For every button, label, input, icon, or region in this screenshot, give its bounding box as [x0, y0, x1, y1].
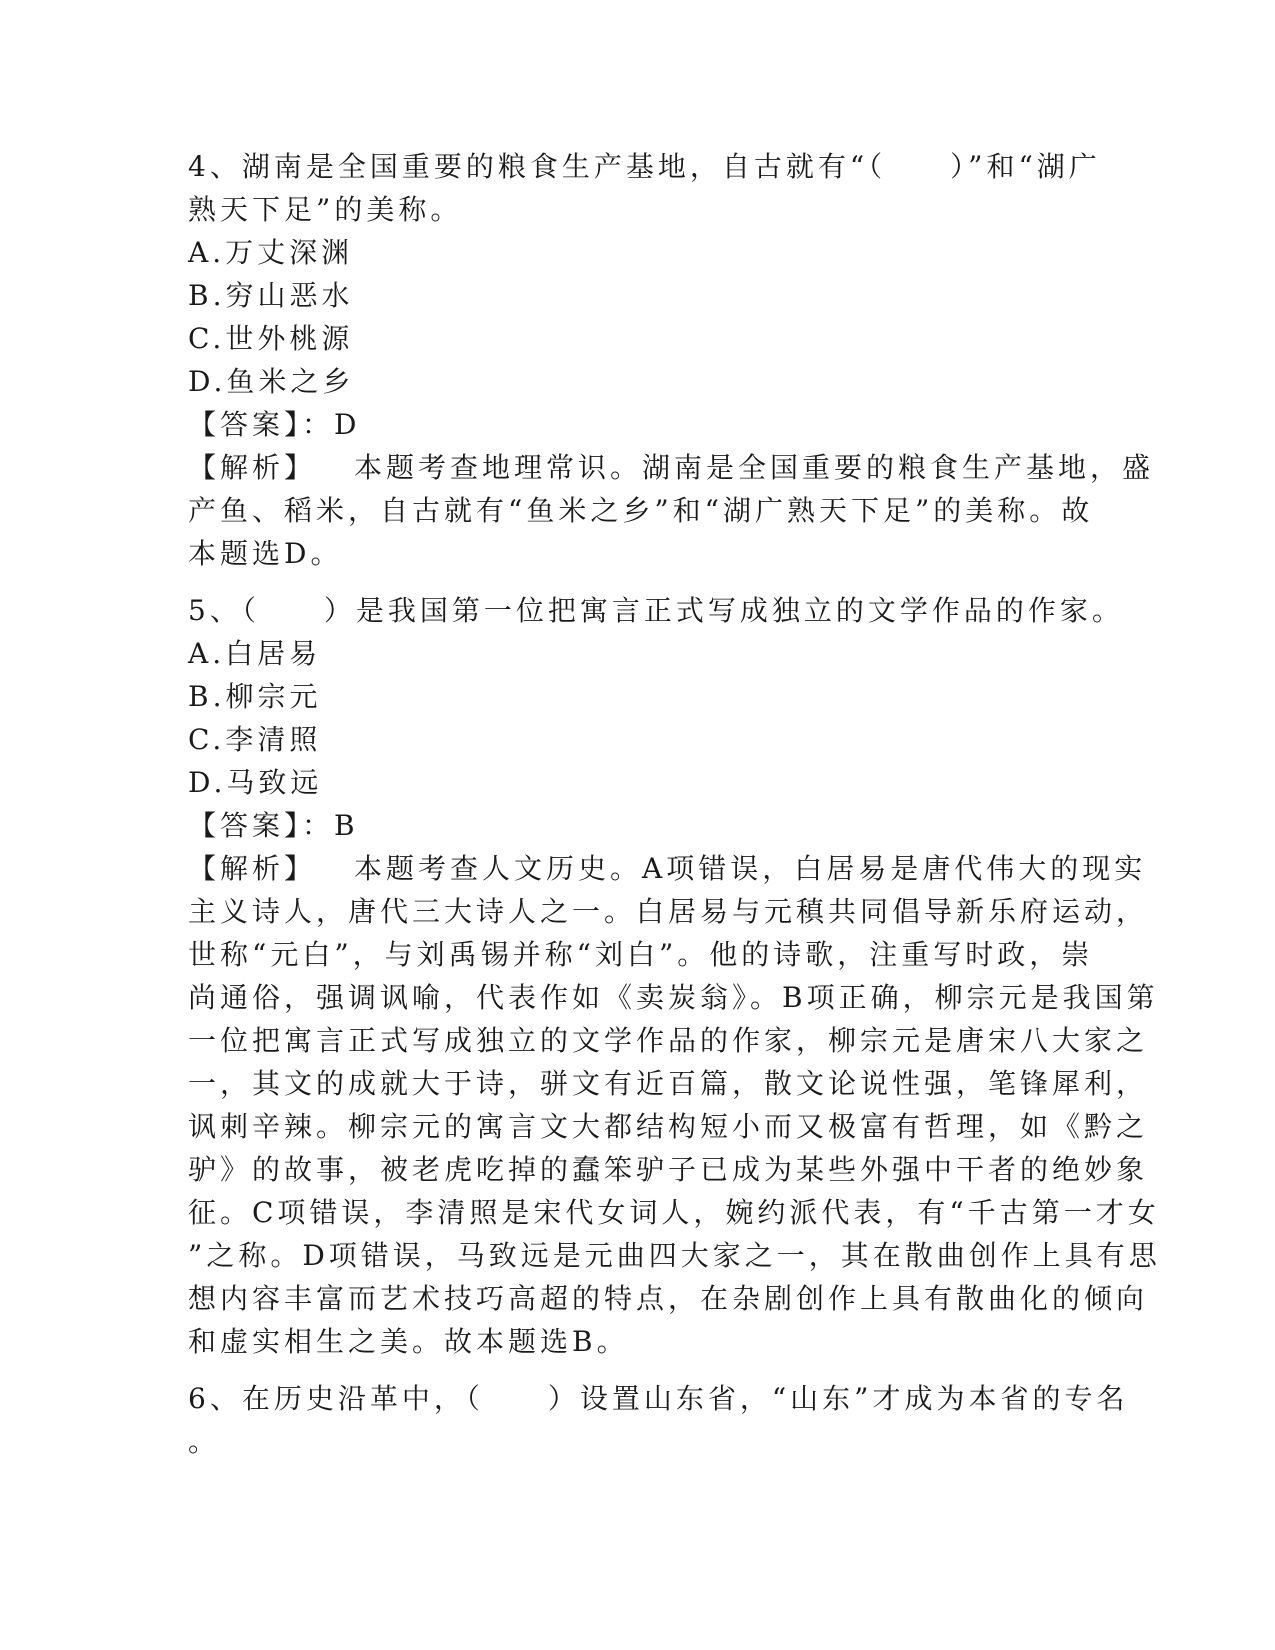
analysis-label: 【解析】 — [188, 451, 317, 484]
option-c: C.李清照 — [188, 723, 322, 756]
analysis-text: 本题考查人文历史。A项错误，白居易是唐代伟大的现实 — [354, 852, 1147, 885]
answer-value: D — [334, 408, 361, 441]
question-4 — [188, 145, 1155, 575]
option-a: A.万丈深渊 — [188, 236, 354, 269]
analysis-text: 产鱼、稻米，自古就有“鱼米之乡”和“湖广熟天下足”的美称。故 — [188, 494, 1094, 527]
analysis-text: 和虚实相生之美。故本题选B。 — [188, 1325, 629, 1358]
answer-label: 【答案】： — [188, 809, 335, 842]
analysis-text: 世称“元白”，与刘禹锡并称“刘白”。他的诗歌，注重写时政，崇 — [188, 938, 1094, 971]
analysis-text: 本题选D。 — [188, 537, 343, 570]
analysis-text: 征。C项错误，李清照是宋代女词人，婉约派代表，有“千古第一才女 — [188, 1196, 1160, 1229]
option-b: B.穷山恶水 — [188, 279, 354, 312]
analysis-line — [188, 847, 1147, 890]
answer-line — [188, 804, 1088, 847]
option-c: C.世外桃源 — [188, 322, 354, 355]
document-content — [188, 145, 1161, 1463]
analysis-text: 一位把寓言正式写成独立的文学作品的作家，柳宗元是唐宋八大家之 — [188, 1024, 1149, 1057]
analysis-text: 讽刺辛辣。柳宗元的寓言文大都结构短小而又极富有哲理，如《黔之 — [188, 1110, 1149, 1143]
analysis-text: 主义诗人，唐代三大诗人之一。白居易与元稹共同倡导新乐府运动， — [188, 895, 1149, 928]
analysis-text: 一，其文的成就大于诗，骈文有近百篇，散文论说性强，笔锋犀利， — [188, 1067, 1149, 1100]
question-stem: 5、（ ）是我国第一位把寓言正式写成独立的文学作品的作家。 — [188, 594, 1124, 627]
analysis-text: 尚通俗，强调讽喻，代表作如《卖炭翁》。B项正确，柳宗元是我国第 — [188, 981, 1159, 1014]
question-stem: 4、湖南是全国重要的粮食生产基地，自古就有“（ ）”和“湖广 — [188, 150, 1101, 183]
question-stem: 。 — [188, 1425, 221, 1458]
analysis-text: ”之称。D项错误，马致远是元曲四大家之一，其在散曲创作上具有思 — [188, 1239, 1161, 1272]
analysis-text: 驴》的故事，被老虎吃掉的蠢笨驴子已成为某些外强中干者的绝妙象 — [188, 1153, 1149, 1186]
analysis-label: 【解析】 — [188, 852, 317, 885]
analysis-line — [188, 446, 1155, 489]
question-stem: 6、在历史沿革中，（ ）设置山东省，“山东”才成为本省的专名 — [188, 1382, 1129, 1415]
analysis-text: 想内容丰富而艺术技巧高超的特点，在杂剧创作上具有散曲化的倾向 — [188, 1282, 1149, 1315]
option-d: D.鱼米之乡 — [188, 365, 355, 398]
analysis-text: 本题考查地理常识。湖南是全国重要的粮食生产基地，盛 — [354, 451, 1155, 484]
option-b: B.柳宗元 — [188, 680, 322, 713]
question-5 — [188, 589, 1161, 1363]
question-stem: 熟天下足”的美称。 — [188, 193, 463, 226]
answer-line — [188, 403, 1088, 446]
answer-value: B — [334, 809, 359, 842]
option-d: D.马致远 — [188, 766, 323, 799]
option-a: A.白居易 — [188, 637, 322, 670]
answer-label: 【答案】： — [188, 408, 335, 441]
question-6 — [188, 1377, 1129, 1463]
